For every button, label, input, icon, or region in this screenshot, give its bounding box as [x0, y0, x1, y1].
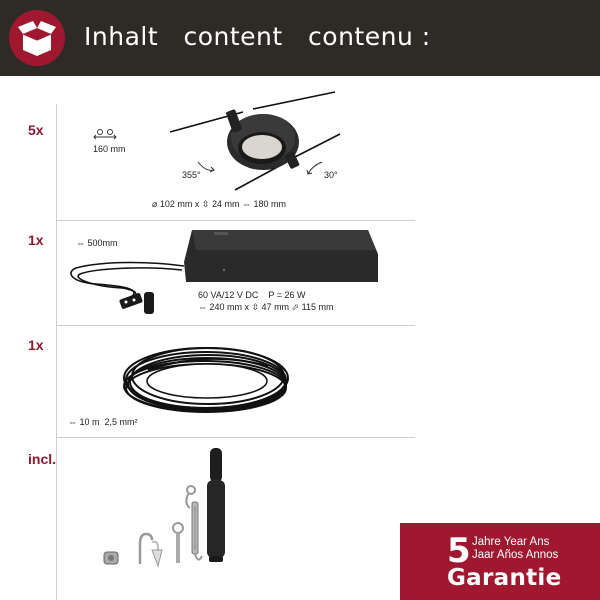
accessories-image	[100, 446, 250, 570]
cable-length-spec: ⇔ 500mm	[76, 238, 118, 248]
open-box-icon	[9, 10, 65, 66]
guarantee-line-2: Jaar Años Annos	[472, 549, 559, 561]
quantity-label: 1x	[28, 337, 44, 353]
row-divider	[56, 220, 415, 221]
quantity-label: 1x	[28, 232, 44, 248]
row-divider	[56, 437, 415, 438]
rotation-right-arrow-icon	[306, 160, 324, 176]
light-dimensions-spec: ⌀ 102 mm x ⇳ 24 mm ⇔ 180 mm	[152, 199, 286, 209]
rotation-left-spec: 355°	[182, 170, 201, 180]
spacing-icon	[92, 128, 118, 140]
quantity-label: incl.	[28, 451, 57, 467]
spacing-spec: 160 mm	[93, 144, 126, 154]
header-bar	[0, 0, 600, 76]
rotation-right-spec: 30°	[324, 170, 338, 180]
guarantee-badge	[400, 523, 600, 600]
quantity-label: 5x	[28, 122, 44, 138]
column-divider	[56, 104, 57, 600]
guarantee-word: Garantie	[447, 565, 562, 591]
guarantee-line-1: Jahre Year Ans	[472, 536, 550, 548]
cable-spec: ⇔ 10 m 2,5 mm²	[68, 417, 138, 427]
transformer-dimensions-spec: ⇔ 240 mm x ⇳ 47 mm ⬀ 115 mm	[198, 302, 334, 312]
guarantee-years: 5	[447, 531, 471, 571]
row-divider	[56, 325, 415, 326]
power-spec: 60 VA/12 V DC P = 26 W	[198, 290, 306, 300]
cable-coil-image	[118, 340, 298, 418]
page-title: Inhalt content contenu :	[84, 22, 431, 51]
